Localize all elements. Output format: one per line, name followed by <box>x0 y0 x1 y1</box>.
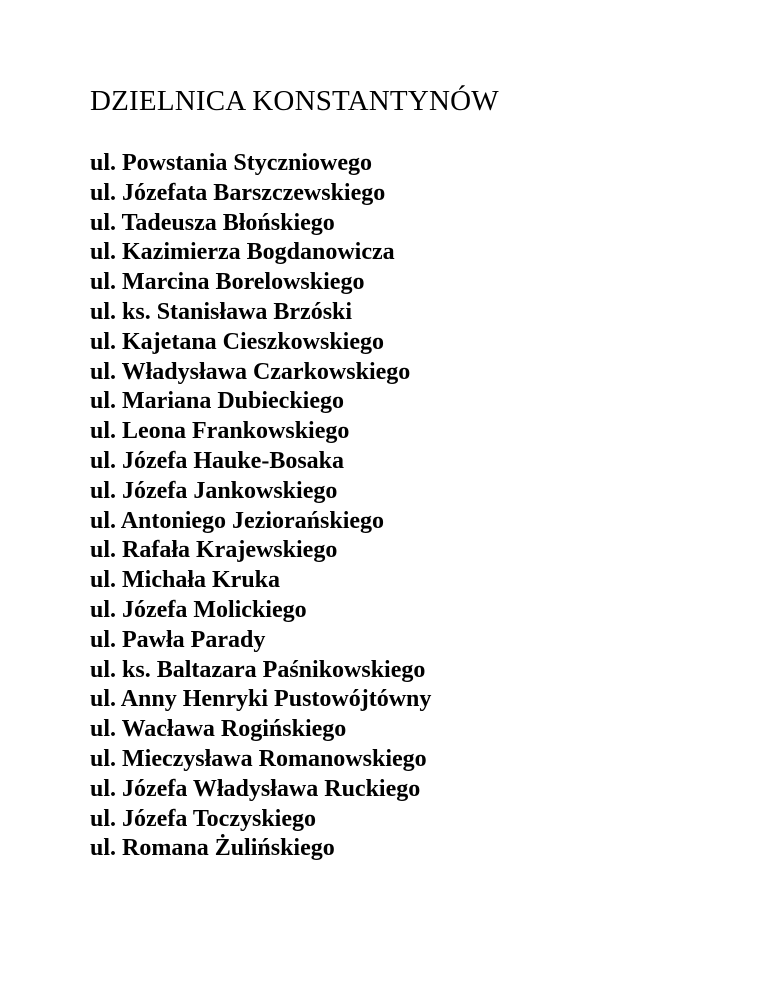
street-item: ul. Kajetana Cieszkowskiego <box>90 328 384 355</box>
street-item: ul. Józefa Jankowskiego <box>90 477 338 504</box>
street-item: ul. Mieczysława Romanowskiego <box>90 745 427 772</box>
street-list <box>90 149 431 864</box>
street-item: ul. Anny Henryki Pustowójtówny <box>90 686 432 713</box>
street-item: ul. Józefa Toczyskiego <box>90 805 316 832</box>
page-title: DZIELNICA KONSTANTYNÓW <box>90 85 499 117</box>
street-item: ul. ks. Baltazara Paśnikowskiego <box>90 656 426 683</box>
street-item: ul. Tadeusza Błońskiego <box>90 209 335 236</box>
street-item: ul. Rafała Krajewskiego <box>90 537 338 564</box>
street-item: ul. Wacława Rogińskiego <box>90 716 347 743</box>
street-item: ul. Józefa Władysława Ruckiego <box>90 775 421 802</box>
street-item: ul. Władysława Czarkowskiego <box>90 358 411 385</box>
street-item: ul. Pawła Parady <box>90 626 266 653</box>
street-item: ul. Leona Frankowskiego <box>90 418 350 445</box>
street-item: ul. Powstania Styczniowego <box>90 150 372 176</box>
street-item: ul. Michała Kruka <box>90 567 281 594</box>
street-item: ul. Romana Żulińskiego <box>90 835 335 862</box>
street-item: ul. Józefa Molickiego <box>90 596 307 623</box>
street-item: ul. ks. Stanisława Brzóski <box>90 298 353 325</box>
street-item: ul. Antoniego Jeziorańskiego <box>90 507 385 534</box>
street-item: ul. Mariana Dubieckiego <box>90 388 345 415</box>
street-item: ul. Kazimierza Bogdanowicza <box>90 239 395 266</box>
street-item: ul. Józefa Hauke-Bosaka <box>90 447 345 474</box>
street-item: ul. Marcina Borelowskiego <box>90 269 365 296</box>
street-item: ul. Józefata Barszczewskiego <box>90 179 386 206</box>
